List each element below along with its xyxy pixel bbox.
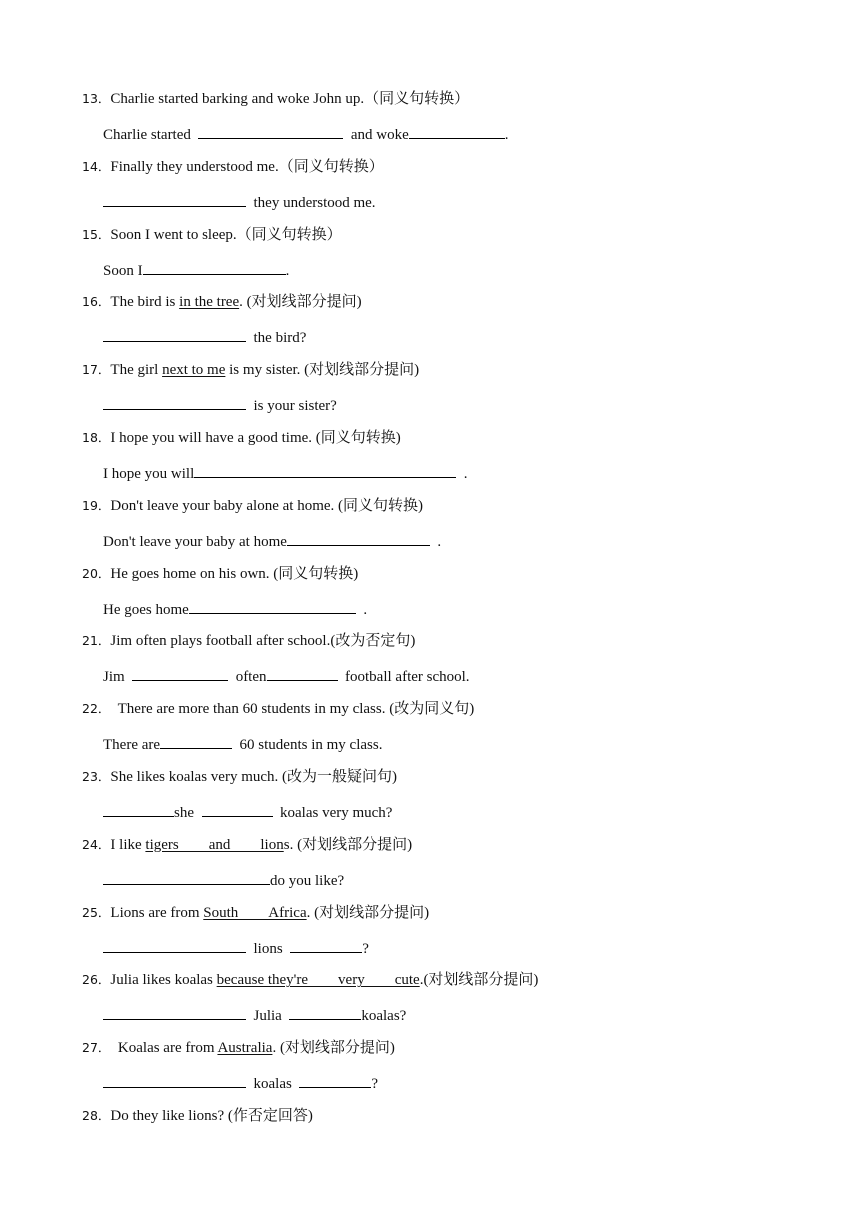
- answer-blank[interactable]: [132, 665, 228, 681]
- text-segment: .: [456, 466, 468, 482]
- question-27: [82, 1038, 395, 1058]
- underlined-target: because they're very cute: [216, 972, 420, 989]
- text-segment: He goes home: [103, 601, 189, 618]
- text-segment: Don't leave your baby at home: [103, 533, 287, 550]
- question-number: 20．: [82, 565, 111, 581]
- text-segment: often: [228, 669, 267, 686]
- answer-line-23: [103, 801, 392, 823]
- answer-blank[interactable]: [143, 259, 286, 275]
- text-segment: lions: [246, 940, 291, 957]
- text-segment: Soon I went to sleep.（同义句转换）: [110, 226, 342, 243]
- question-number: 22．: [82, 701, 111, 717]
- answer-line-15: [103, 259, 289, 281]
- question-number: 21．: [82, 633, 111, 649]
- text-segment: I like: [110, 836, 146, 853]
- question-number: 23．: [82, 769, 111, 784]
- question-19: [82, 496, 423, 516]
- answer-line-20: [103, 598, 367, 620]
- question-16: [82, 292, 362, 312]
- text-segment: Finally they understood me.（同义句转换）: [110, 158, 384, 175]
- text-segment: There are: [103, 737, 161, 754]
- text-segment: 60 students in my class.: [232, 737, 383, 754]
- text-segment: the bird?: [246, 330, 307, 347]
- answer-blank[interactable]: [160, 733, 232, 749]
- answer-blank[interactable]: [267, 665, 338, 681]
- text-segment: .: [429, 533, 442, 550]
- underlined-target: Australia: [217, 1040, 273, 1057]
- answer-line-22: [103, 733, 382, 755]
- text-segment: Jim: [103, 669, 133, 686]
- text-segment: Jim often plays football after school.(改为否定句): [110, 633, 416, 650]
- answer-line-19: [103, 530, 441, 552]
- question-number: 18．: [82, 430, 111, 445]
- text-segment: He goes home on his own. (同义句转换): [110, 565, 359, 582]
- question-number: 14．: [82, 158, 111, 174]
- question-number: 13．: [82, 91, 111, 106]
- answer-blank[interactable]: [289, 1004, 361, 1020]
- answer-blank[interactable]: [103, 326, 246, 342]
- answer-blank[interactable]: [103, 394, 246, 410]
- text-segment: . (对划线部分提问): [239, 294, 362, 311]
- question-number: 26．: [82, 972, 111, 988]
- question-25: [82, 903, 429, 923]
- question-number: 15．: [82, 226, 111, 242]
- answer-blank[interactable]: [189, 598, 356, 614]
- question-18: [82, 428, 401, 448]
- text-segment: ?: [362, 940, 369, 957]
- text-segment: she: [174, 805, 202, 821]
- answer-line-16: [103, 326, 306, 348]
- text-segment: .(对划线部分提问): [419, 972, 539, 989]
- question-22: [82, 699, 474, 719]
- underlined-target: next to me: [162, 362, 226, 379]
- answer-line-17: [103, 394, 337, 416]
- answer-blank[interactable]: [103, 869, 270, 885]
- question-number: 24．: [82, 836, 111, 852]
- text-segment: they understood me.: [246, 194, 376, 211]
- question-20: [82, 564, 358, 584]
- answer-line-14: [103, 191, 376, 213]
- answer-blank[interactable]: [290, 937, 362, 953]
- text-segment: ?: [371, 1076, 378, 1093]
- text-segment: Julia: [246, 1008, 290, 1025]
- question-number: 25．: [82, 904, 111, 920]
- answer-line-27: [103, 1072, 378, 1094]
- text-segment: I hope you will: [103, 466, 195, 482]
- text-segment: football after school.: [337, 669, 470, 686]
- text-segment: koalas: [246, 1076, 300, 1093]
- question-number: 27．: [82, 1040, 111, 1056]
- text-segment: The bird is: [110, 294, 180, 311]
- text-segment: Charlie started barking and woke John up.（同义句转换）: [110, 91, 470, 107]
- answer-blank[interactable]: [103, 191, 246, 207]
- answer-blank[interactable]: [299, 1072, 371, 1088]
- text-segment: is my sister. (对划线部分提问): [225, 362, 420, 379]
- text-segment: is your sister?: [246, 398, 337, 415]
- answer-line-18: [103, 462, 468, 484]
- answer-blank[interactable]: [103, 1004, 246, 1020]
- question-26: [82, 970, 538, 990]
- text-segment: koalas?: [361, 1008, 407, 1025]
- text-segment: koalas very much?: [272, 805, 393, 821]
- text-segment: .: [504, 127, 509, 143]
- question-17: [82, 360, 419, 380]
- question-number: 16．: [82, 294, 111, 310]
- text-segment: . (对划线部分提问): [272, 1040, 395, 1057]
- question-24: [82, 835, 412, 855]
- question-28: [82, 1106, 313, 1126]
- question-number: 19．: [82, 497, 111, 513]
- answer-blank[interactable]: [287, 530, 430, 546]
- answer-blank[interactable]: [202, 801, 273, 817]
- answer-blank[interactable]: [198, 123, 343, 139]
- text-segment: I hope you will have a good time. (同义句转换): [110, 430, 401, 446]
- text-segment: Lions are from: [110, 904, 204, 921]
- text-segment: The girl: [110, 362, 163, 379]
- answer-blank[interactable]: [103, 801, 174, 817]
- underlined-target: tigers and lion: [145, 836, 284, 853]
- question-21: [82, 631, 415, 651]
- question-23: [82, 767, 397, 787]
- text-segment: s. (对划线部分提问): [283, 836, 413, 853]
- question-number: 17．: [82, 362, 111, 378]
- text-segment: Charlie started: [103, 127, 199, 143]
- answer-line-13: [103, 123, 509, 145]
- text-segment: . (对划线部分提问): [306, 904, 430, 921]
- text-segment: .: [355, 601, 368, 618]
- question-14: [82, 157, 384, 177]
- text-segment: do you like?: [270, 872, 345, 889]
- text-segment: There are more than 60 students in my class. (改为同义句): [110, 701, 475, 718]
- answer-blank[interactable]: [103, 1072, 246, 1088]
- answer-line-26: [103, 1004, 406, 1026]
- answer-line-25: [103, 937, 369, 959]
- underlined-target: South Africa: [203, 904, 307, 921]
- text-segment: Do they like lions? (作否定回答): [110, 1108, 313, 1124]
- text-segment: .: [285, 262, 290, 279]
- text-segment: Soon I: [103, 262, 143, 279]
- question-number: 28．: [82, 1108, 111, 1123]
- text-segment: Julia likes koalas: [110, 972, 217, 989]
- answer-blank[interactable]: [194, 462, 456, 478]
- question-15: [82, 225, 342, 245]
- answer-line-21: [103, 665, 470, 687]
- text-segment: She likes koalas very much. (改为一般疑问句): [110, 769, 398, 785]
- question-13: [82, 89, 469, 109]
- answer-blank[interactable]: [103, 937, 246, 953]
- text-segment: and woke: [343, 127, 409, 143]
- text-segment: Koalas are from: [110, 1040, 218, 1057]
- text-segment: Don't leave your baby alone at home. (同义句转换): [110, 497, 424, 514]
- underlined-target: in the tree: [179, 294, 240, 311]
- answer-blank[interactable]: [409, 123, 505, 139]
- answer-line-24: [103, 869, 344, 891]
